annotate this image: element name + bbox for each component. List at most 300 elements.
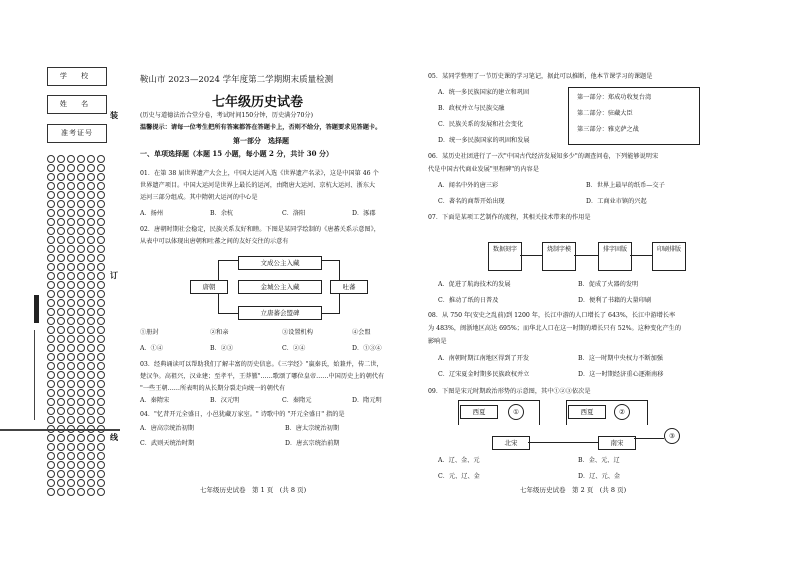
q09-arrow-1 [528,442,598,443]
q07-option-d[interactable]: D．便利了书籍的大量印刷 [578,297,652,304]
q02-item4: ④会盟 [352,329,371,336]
bubble [87,191,95,199]
bubble [77,389,85,397]
q09-option-b[interactable]: B．金、元、辽 [578,457,620,464]
bubble [97,308,105,316]
bubble [77,344,85,352]
bubble [97,281,105,289]
bubble [87,371,95,379]
bubble [97,299,105,307]
bubble [67,173,75,181]
q06-option-a[interactable]: A．闻名中外的唐三彩 [438,182,499,189]
q04-option-a[interactable]: A．唐高宗统治初期 [140,425,194,432]
exam-id-field[interactable]: 准考证号 [47,124,107,143]
bubble [87,461,95,469]
q01-option-c[interactable]: C．洛阳 [282,210,306,217]
bubble [87,173,95,181]
bubble [97,470,105,478]
xixia-box-2: 西夏 [568,405,606,419]
bubble [77,245,85,253]
bubble [77,191,85,199]
bubble [67,434,75,442]
exam-note: (历史与道德法治合堂分卷，考试时间150分钟，历史满分70分) [140,112,314,119]
q09-frame-1 [458,400,540,425]
flow-arrow-1 [520,255,542,256]
bubble [77,155,85,163]
bubble [67,245,75,253]
bubble [47,272,55,280]
q09-option-c[interactable]: C．元、辽、金 [438,473,480,480]
bubble [67,416,75,424]
bubble [67,272,75,280]
q04-stem: 04．"忆昔开元全盛日，小邑犹藏万家室。" 诗歌中的 "开元全盛日" 指的是 [140,411,345,418]
bubble [57,479,65,487]
q02-option-c[interactable]: C．②④ [282,345,306,352]
bubble [77,380,85,388]
bubble [97,164,105,172]
bubble [87,362,95,370]
q04-option-d[interactable]: D．唐玄宗统治前期 [285,440,340,447]
bubble [87,272,95,280]
bubble [87,398,95,406]
bubble [67,254,75,262]
bubble [87,227,95,235]
bubble [67,335,75,343]
tang-box: 唐朝 [190,280,228,294]
bubble [97,488,105,496]
bubble [77,335,85,343]
bubble [67,155,75,163]
q06-line2: 代是中国古代商业发展"里程碑"的内容是 [428,166,539,173]
bubble [47,452,55,460]
bubble [97,227,105,235]
bubble [67,218,75,226]
bubble [77,164,85,172]
bubble [77,353,85,361]
q07-stem: 07．下面是某项工艺制作的流程，其相关技术带来的作用是 [428,214,591,221]
bubble [67,488,75,496]
bubble [97,443,105,451]
bubble [67,164,75,172]
bubble [97,353,105,361]
q08-option-b[interactable]: B．这一时期中央权力不断加强 [578,355,663,362]
page1-footer: 七年级历史试卷 第 1 页 (共 8 页) [200,486,307,494]
bubble [97,416,105,424]
bubble [47,335,55,343]
bubble [57,191,65,199]
bubble [47,344,55,352]
bubble [67,452,75,460]
q08-option-a[interactable]: A．南朝时期江南地区得到了开发 [438,355,530,362]
bubble [47,263,55,271]
bubble [87,209,95,217]
bubble [57,182,65,190]
bubble [57,263,65,271]
bubble [67,398,75,406]
bubble [87,299,95,307]
bubble [77,263,85,271]
q02-option-a[interactable]: A．①④ [140,345,164,352]
bubble [57,173,65,181]
bubble [77,182,85,190]
bubble [67,317,75,325]
bubble [57,299,65,307]
bubble [67,362,75,370]
tubo-box: 吐蕃 [330,280,368,294]
binding-mark-bar [34,295,39,323]
q01-option-a[interactable]: A．扬州 [140,210,164,217]
bubble [97,389,105,397]
bubble [47,380,55,388]
bubble [67,227,75,235]
bubble [47,290,55,298]
huimeng-box: 立唐蕃会盟碑 [238,306,322,320]
bubble [57,335,65,343]
bubble [47,182,55,190]
bubble [87,281,95,289]
bubble [87,326,95,334]
bubble [57,326,65,334]
q01-line2: 世界遗产项目。中国大运河是世界上最长的运河，由隋唐大运河、京杭大运河、浙东大 [140,182,376,189]
bubble [87,479,95,487]
q05-option-a[interactable]: A．统一多民族国家的建立和巩固 [438,89,530,96]
circle-2: ② [614,404,630,420]
tang-tubo-diagram [190,256,370,326]
bubble [57,353,65,361]
q02-item1: ①册封 [140,329,159,336]
bubble [47,236,55,244]
bubble [77,443,85,451]
bubble [57,227,65,235]
flow-step-4: 印刷排版 [652,242,686,271]
bubble [87,335,95,343]
q05-stem: 05．某同学整理了一节历史课的学习笔记，据此可以推断，他本节课学习的课题是 [428,73,653,80]
exam-tip: 温馨提示：请每一位考生把所有答案都答在答题卡上，否则不给分，答题要求见答题卡。 [140,124,382,131]
q09-arrow-2 [634,438,664,439]
bubble [67,182,75,190]
bubble [87,407,95,415]
q05-note-card [568,87,700,145]
part1-heading: 第一部分 选择题 [233,136,289,145]
bubble [57,155,65,163]
bubble [97,191,105,199]
bubble [57,371,65,379]
bubble [87,200,95,208]
q03-option-c[interactable]: C．秦隋元 [282,397,312,404]
bubble [87,218,95,226]
q01-line1: 01．在第 38 届世界遗产大会上，中国大运河入选《世界遗产名录》，这是中国第 46 个 [140,170,379,177]
q05-note-1: 第一部分：郑成功收复台湾 [577,94,652,101]
flow-step-2: 烧制字模 [542,242,576,271]
bubble [67,344,75,352]
bubble [77,479,85,487]
bubble [77,488,85,496]
bubble [67,263,75,271]
bubble [57,200,65,208]
bubble [57,452,65,460]
bubble [57,461,65,469]
bubble [87,443,95,451]
bubble [77,218,85,226]
wencheng-box: 文成公主入藏 [238,256,322,270]
q05-option-d[interactable]: D．统一多民族国家的巩固和发展 [438,137,530,144]
bubble [77,308,85,316]
bubble [47,164,55,172]
bubble [47,299,55,307]
bubble [57,245,65,253]
bubble [77,317,85,325]
bubble [57,362,65,370]
bubble [67,326,75,334]
q03-line2: 楚汉争。高祖兴，汉业建；至孝平，王莽篡"……歌颂了哪位皇帝……中国历史上的朝代有 [140,373,385,380]
bubble [57,272,65,280]
bubble [87,317,95,325]
q09-stem: 09．下图是宋元时期政治形势的示意图，其中①②③依次是 [428,388,591,395]
school-field[interactable]: 学 校 [47,67,107,86]
bubble [97,335,105,343]
bubble [87,155,95,163]
bubble [67,443,75,451]
q03-option-d[interactable]: D．隋元明 [352,397,382,404]
q07-option-b[interactable]: B．促成了火器的发明 [578,281,639,288]
q01-line3: 运河三部分组成。其中隋朝大运河的中心是 [140,194,258,201]
bubble [57,398,65,406]
bubble [47,461,55,469]
q07-option-a[interactable]: A．促进了航海技术的发展 [438,281,511,288]
q03-option-b[interactable]: B．汉元明 [210,397,240,404]
bubble [67,461,75,469]
bubble [47,281,55,289]
bubble [97,245,105,253]
bubble [67,380,75,388]
bubble [97,317,105,325]
mark-ding: 订 [110,270,118,280]
jincheng-box: 金城公主入藏 [238,280,322,294]
bubble [77,362,85,370]
flow-step-1: 数据刻字 [488,242,522,271]
bubble [97,209,105,217]
bubble [87,470,95,478]
circle-1: ① [508,404,524,420]
q02-line1: 02．唐朝时期社会稳定，民族关系友好和睦。下图是某同学绘制的《唐蕃关系示意图》， [140,226,380,233]
bubble [47,155,55,163]
bubble [87,434,95,442]
bubble [67,290,75,298]
answer-bubble-grid [47,155,107,510]
q06-option-d[interactable]: D．工商业市镇的兴起 [586,198,647,205]
bubble [87,353,95,361]
bubble [77,272,85,280]
bubble [67,470,75,478]
bubble [77,407,85,415]
bubble [77,290,85,298]
bubble [97,398,105,406]
q03-line3: "一些王朝……所表明的从长期分裂走向统一的朝代有 [140,385,286,392]
q05-option-b[interactable]: B．政权并立与民族交融 [438,105,505,112]
bubble [57,443,65,451]
bubble [47,371,55,379]
flow-arrow-3 [630,255,652,256]
bubble [77,254,85,262]
bubble [57,254,65,262]
bubble [97,452,105,460]
bubble [77,209,85,217]
bubble [47,443,55,451]
bubble [47,407,55,415]
bubble [57,281,65,289]
bubble [97,173,105,181]
bubble [47,245,55,253]
q06-option-b[interactable]: B．世界上最早的纸币—交子 [586,182,665,189]
bubble [77,470,85,478]
bubble [77,173,85,181]
bubble [77,299,85,307]
bubble [77,281,85,289]
bubble [67,191,75,199]
bubble [47,200,55,208]
nansong-box: 南宋 [598,436,636,450]
bubble [47,470,55,478]
bubble [47,317,55,325]
bubble [47,218,55,226]
bubble [57,164,65,172]
bubble [87,452,95,460]
bubble [57,236,65,244]
binding-strip [0,0,122,561]
bubble [77,416,85,424]
bubble [97,236,105,244]
bubble [97,407,105,415]
bubble [47,362,55,370]
bubble [97,362,105,370]
bubble [57,290,65,298]
bubble [47,227,55,235]
bubble [97,380,105,388]
q08-line2: 为 483%，闽浙地区高达 695%；而华北人口在这一时期的增长只有 52%。这种变化产生的 [428,325,682,332]
bubble [57,470,65,478]
bubble [47,416,55,424]
q08-option-c[interactable]: C．辽宋夏金时期多民族政权并立 [438,371,530,378]
bubble [77,236,85,244]
bubble [77,371,85,379]
q09-frame-2 [566,400,648,425]
q01-option-d[interactable]: D．涿郡 [352,210,376,217]
bubble [67,479,75,487]
bubble [57,434,65,442]
bubble [77,434,85,442]
bubble [67,353,75,361]
bubble [47,191,55,199]
bubble [47,353,55,361]
bubble [87,236,95,244]
bubble [77,398,85,406]
bubble [67,209,75,217]
bubble [87,263,95,271]
q08-line3: 影响是 [428,338,447,345]
bubble [97,371,105,379]
bubble [87,290,95,298]
binding-line [34,330,35,420]
exam-subtitle: 七年级历史试卷 [212,95,304,110]
bubble [47,434,55,442]
bubble [67,389,75,397]
bubble [67,407,75,415]
q01-option-b[interactable]: B．余杭 [210,210,234,217]
bubble [97,254,105,262]
bubble [57,344,65,352]
bubble [77,452,85,460]
beisong-box: 北宋 [492,436,530,450]
mark-zhuang: 装 [110,110,118,120]
bubble [47,398,55,406]
bubble [57,389,65,397]
bubble [87,245,95,253]
bubble [87,182,95,190]
q09-option-a[interactable]: A．辽、金、元 [438,457,480,464]
q04-option-c[interactable]: C．武则天统治时期 [140,440,195,447]
bubble [57,380,65,388]
bubble [97,461,105,469]
flow-step-3: 排字固版 [598,242,632,271]
bubble [67,308,75,316]
q09-option-d[interactable]: D．辽、元、金 [578,473,621,480]
bubble [77,461,85,469]
bubble [77,326,85,334]
exam-title: 鞍山市 2023—2024 学年度第二学期期末质量检测 [140,75,334,85]
q02-line2: 从表中可以体现出唐朝和吐蕃之间的友好交往的示意有 [140,238,289,245]
bubble [57,317,65,325]
q07-option-c[interactable]: C．推动了纸的日普及 [438,297,499,304]
mark-xian: 线 [110,432,118,442]
xixia-box-1: 西夏 [460,405,498,419]
q02-option-b[interactable]: B．②③ [210,345,234,352]
bubble [47,488,55,496]
bubble [97,290,105,298]
q02-item3: ③设置机构 [282,329,313,336]
section1-heading: 一、单项选择题（本题 15 小题，每小题 2 分，共计 30 分） [140,149,333,158]
bubble [67,236,75,244]
bubble [47,389,55,397]
q05-option-c[interactable]: C．民族关系的发展和社会变化 [438,121,524,128]
q02-option-d[interactable]: D．①③④ [352,345,382,352]
bubble [87,254,95,262]
q08-option-d[interactable]: D．这一时期经济重心逐渐南移 [578,371,664,378]
q05-note-3: 第三部分：雅克萨之战 [577,126,639,133]
flow-arrow-2 [574,255,598,256]
bubble [97,326,105,334]
q08-line1: 08．从 750 年(安史之乱前)到 1200 年，长江中游的人口增长了 643%，长江中游增长率 [428,312,676,319]
bubble [87,164,95,172]
q06-line1: 06．某历史社团进行了一次"中国古代经济发展知多少"的调查问卷，下列能够说明宋 [428,153,659,160]
q04-option-b[interactable]: B．唐太宗统治初期 [285,425,340,432]
bubble [97,344,105,352]
bubble [57,308,65,316]
bubble [67,299,75,307]
bubble [47,209,55,217]
bubble [47,326,55,334]
name-field[interactable]: 姓 名 [47,95,107,114]
bubble [87,416,95,424]
q03-option-a[interactable]: A．秦隋宋 [140,397,170,404]
bubble [97,155,105,163]
bubble [57,407,65,415]
bubble [77,227,85,235]
bubble [57,488,65,496]
q06-option-c[interactable]: C．著名的商帮开始出现 [438,198,505,205]
bubble [57,416,65,424]
bubble [87,380,95,388]
bubble [47,308,55,316]
